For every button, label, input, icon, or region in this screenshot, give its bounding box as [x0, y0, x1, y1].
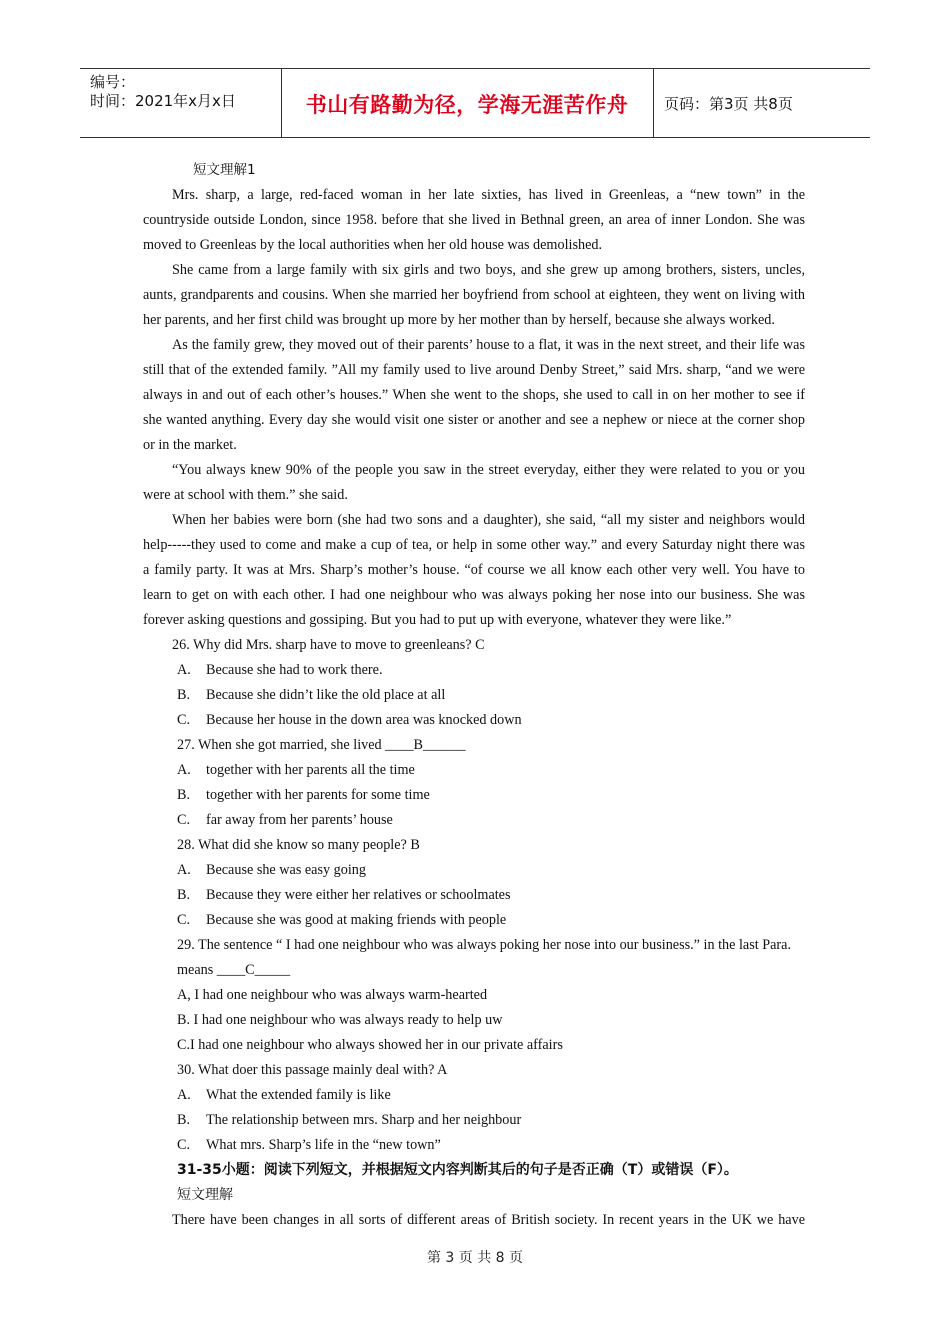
option-letter: C. [177, 712, 191, 728]
option-b [143, 783, 805, 808]
passage-line: Mrs. sharp, a large, red-faced woman in her late sixties, has lived in Greenleas, a “new town” in the [172, 187, 805, 203]
option-c [143, 808, 805, 833]
header-left-cell [80, 69, 282, 137]
option-a [143, 858, 805, 883]
option-b [143, 1108, 805, 1133]
section-instruction: 31-35小题：阅读下列短文，并根据短文内容判断其后的句子是否正确（T）或错误（F）。 [177, 1162, 738, 1178]
option-text: The relationship between mrs. Sharp and her neighbour [206, 1112, 522, 1128]
time-label: 时间：2021年x月x日 [90, 92, 236, 110]
option-b [143, 683, 805, 708]
option-text: Because her house in the down area was knocked down [206, 712, 522, 728]
passage-line: a family party. It was at Mrs. Sharp’s mother’s house. “of course we all know each other very well. You have to [143, 562, 805, 578]
option-text: together with her parents all the time [206, 762, 415, 778]
passage-line: still that of the extended family. ”All my family used to live around Denby Street,” said Mrs. sharp, “and we were [143, 362, 805, 378]
passage-line: forever asking questions and gossiping. But you had to put up with everyone, whatever they were like.” [143, 612, 732, 628]
question-29: 29. The sentence “ I had one neighbour who was always poking her nose into our business.” in the last Para. [177, 937, 791, 953]
option-b: B. I had one neighbour who was always ready to help uw [177, 1012, 503, 1028]
option-c [143, 708, 805, 733]
option-letter: B. [177, 1112, 191, 1128]
option-text: far away from her parents’ house [206, 812, 393, 828]
question-26: 26. Why did Mrs. sharp have to move to greenleans? C [172, 637, 485, 653]
option-letter: C. [177, 912, 191, 928]
passage-line: “You always knew 90% of the people you saw in the street everyday, either they were related to you or you [172, 462, 805, 478]
passage-line: When her babies were born (she had two sons and a daughter), she said, “all my sister and neighbors would [172, 512, 805, 528]
option-letter: A. [177, 1087, 191, 1103]
passage-line: were at school with them.” she said. [143, 487, 348, 503]
question-30: 30. What doer this passage mainly deal with? A [177, 1062, 448, 1078]
option-text: What mrs. Sharp’s life in the “new town” [206, 1137, 441, 1153]
section-title: 短文理解1 [193, 162, 256, 178]
question-29-continued: means ____C_____ [177, 962, 291, 978]
option-text: What the extended family is like [206, 1087, 391, 1103]
section-title: 短文理解 [177, 1187, 233, 1203]
code-label: 编号： [90, 73, 136, 91]
passage-line: countryside outside London, since 1958. before that she lived in Bethnal green, an area of inner London. She was [143, 212, 805, 228]
option-letter: C. [177, 1137, 191, 1153]
option-text: Because she had to work there. [206, 662, 383, 678]
option-c: C.I had one neighbour who always showed her in our private affairs [177, 1037, 563, 1053]
option-c [143, 908, 805, 933]
option-letter: A. [177, 862, 191, 878]
option-letter: A. [177, 762, 191, 778]
option-letter: B. [177, 687, 191, 703]
question-28: 28. What did she know so many people? B [177, 837, 420, 853]
motto: 书山有路勤为径，学海无涯苦作舟 [305, 93, 629, 117]
passage-line: she wanted anything. Every day she would visit one sister or another and see a nephew or niece at the corner shop [143, 412, 805, 428]
passage-line: learn to get on with each other. I had one neighbour who was always poking her nose into our business. She was [143, 587, 805, 603]
document-body [143, 158, 805, 1233]
option-text: Because they were either her relatives or schoolmates [206, 887, 511, 903]
passage-line: moved to Greenleas by the local authorities when her old house was demolished. [143, 237, 603, 253]
header-middle-cell [281, 69, 654, 137]
passage-line: always in and out of each other’s houses.” When she went to the shops, she used to call in on her mother to see if [143, 387, 805, 403]
passage-line: her parents, and her first child was brought up more by her mother than by herself, because she always worked. [143, 312, 775, 328]
passage-line: aunts, grandparents and cousins. When she married her boyfriend from school at eighteen, they went on living with [143, 287, 805, 303]
passage-line: She came from a large family with six girls and two boys, and she grew up among brothers, sisters, uncles, [172, 262, 805, 278]
question-27: 27. When she got married, she lived ____B______ [177, 737, 466, 753]
option-text: Because she didn’t like the old place at all [206, 687, 446, 703]
option-b [143, 883, 805, 908]
option-a [143, 658, 805, 683]
option-letter: C. [177, 812, 191, 828]
passage-line: There have been changes in all sorts of different areas of British society. In recent years in the UK we have [172, 1212, 805, 1228]
page-footer: 第 3 页 共 8 页 [426, 1250, 524, 1266]
option-c [143, 1133, 805, 1158]
option-letter: B. [177, 787, 191, 803]
passage-line: or in the market. [143, 437, 237, 453]
option-a [143, 758, 805, 783]
option-text: Because she was good at making friends with people [206, 912, 507, 928]
option-text: together with her parents for some time [206, 787, 430, 803]
passage-line: help-----they used to come and make a cup of tea, or help in some other way.” and every Saturday night there was [143, 537, 805, 553]
document-header [80, 68, 870, 138]
header-right-cell [654, 69, 870, 137]
option-letter: B. [177, 887, 191, 903]
option-text: Because she was easy going [206, 862, 366, 878]
page-info: 页码：第3页 共8页 [664, 95, 793, 113]
option-letter: A. [177, 662, 191, 678]
option-a: A, I had one neighbour who was always warm-hearted [177, 987, 488, 1003]
option-a [143, 1083, 805, 1108]
passage-line: As the family grew, they moved out of their parents’ house to a flat, it was in the next street, and their life was [172, 337, 805, 353]
